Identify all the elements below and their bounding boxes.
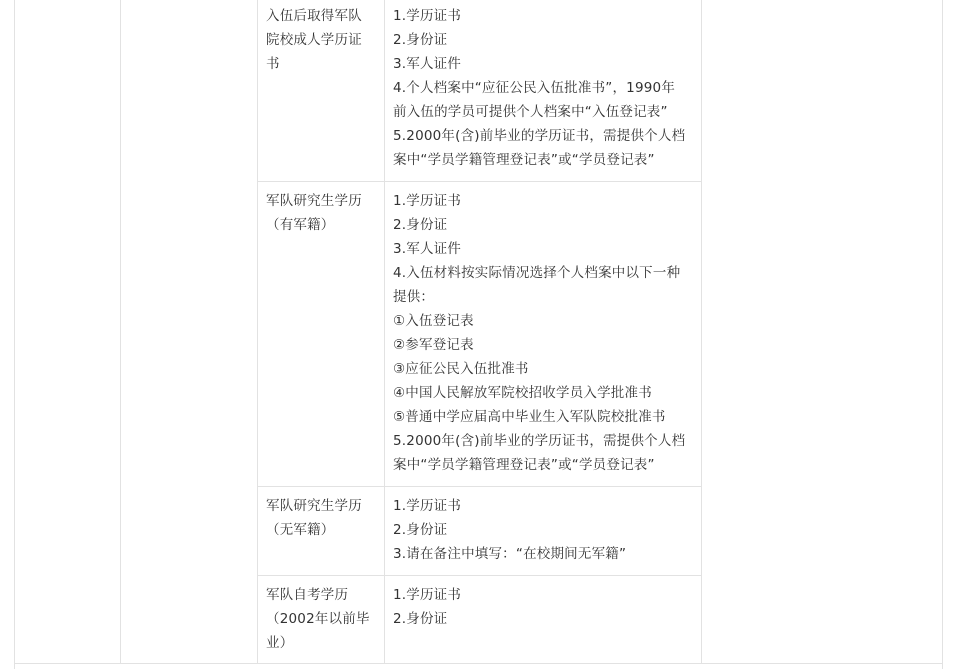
table-row-category: [266, 583, 370, 655]
category-line: 业）: [266, 635, 294, 651]
material-line: 1.学历证书: [393, 193, 462, 209]
table-column-divider: [120, 0, 121, 663]
category-line: 院校成人学历证: [266, 32, 362, 48]
table-row-category: [266, 189, 362, 237]
category-line: 军队研究生学历: [266, 498, 362, 514]
material-line: 提供：: [393, 289, 435, 305]
material-line: ②参军登记表: [393, 337, 474, 353]
material-line: 1.学历证书: [393, 498, 462, 514]
material-line: 2.身份证: [393, 217, 448, 233]
table-bottom-border: [14, 663, 943, 664]
material-line: 案中“学员学籍管理登记表”或“学员登记表”: [393, 152, 655, 168]
material-line: 3.军人证件: [393, 241, 462, 257]
material-line: 案中“学员学籍管理登记表”或“学员登记表”: [393, 457, 655, 473]
material-line: ③应征公民入伍批准书: [393, 361, 529, 377]
row-divider: [257, 181, 702, 182]
material-line: 4.入伍材料按实际情况选择个人档案中以下一种: [393, 265, 681, 281]
category-line: 入伍后取得军队: [266, 8, 362, 24]
material-line: 4.个人档案中“应征公民入伍批准书”，1990年: [393, 80, 676, 96]
table-row-materials: [393, 189, 685, 477]
material-line: 1.学历证书: [393, 587, 462, 603]
category-line: 军队自考学历: [266, 587, 349, 603]
material-line: 1.学历证书: [393, 8, 462, 24]
table-border-right: [942, 0, 943, 669]
material-line: ④中国人民解放军院校招收学员入学批准书: [393, 385, 652, 401]
material-line: 5.2000年(含)前毕业的学历证书，需提供个人档: [393, 128, 686, 144]
row-divider: [257, 486, 702, 487]
material-line: ⑤普通中学应届高中毕业生入军队院校批准书: [393, 409, 666, 425]
material-line: 前入伍的学员可提供个人档案中“入伍登记表”: [393, 104, 668, 120]
category-line: 军队研究生学历: [266, 193, 362, 209]
table-column-divider: [701, 0, 702, 663]
material-line: 5.2000年(含)前毕业的学历证书，需提供个人档: [393, 433, 686, 449]
material-line: 3.请在备注中填写：“在校期间无军籍”: [393, 546, 627, 562]
material-line: 3.军人证件: [393, 56, 462, 72]
table-border-left: [14, 0, 15, 669]
material-line: 2.身份证: [393, 32, 448, 48]
material-line: 2.身份证: [393, 611, 448, 627]
table-row-materials: [393, 494, 626, 566]
table-column-divider: [257, 0, 258, 663]
row-divider: [257, 575, 702, 576]
table-row-category: [266, 4, 362, 76]
material-line: ①入伍登记表: [393, 313, 474, 329]
category-line: 书: [266, 56, 280, 72]
material-line: 2.身份证: [393, 522, 448, 538]
table-column-divider: [384, 0, 385, 663]
table-row-materials: [393, 583, 461, 631]
category-line: （有军籍）: [266, 217, 335, 233]
table-row-category: [266, 494, 362, 542]
table-row-materials: [393, 4, 685, 172]
category-line: （无军籍）: [266, 522, 335, 538]
category-line: （2002年以前毕: [266, 611, 370, 627]
